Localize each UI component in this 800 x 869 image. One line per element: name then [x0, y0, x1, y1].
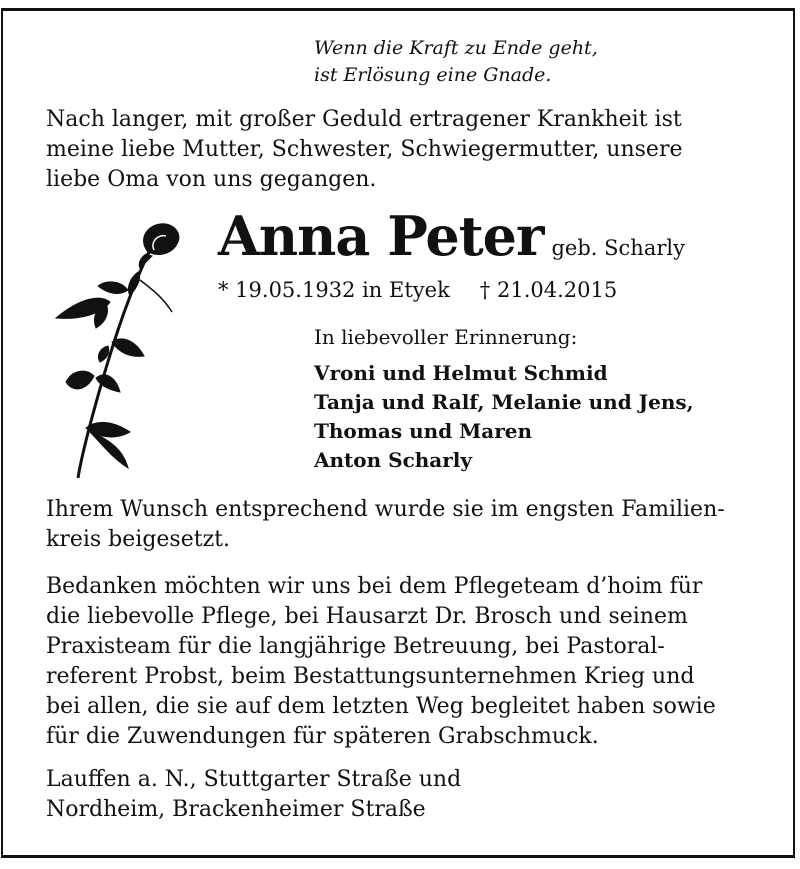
- thanks-line: für die Zuwendungen für späteren Grabschmuck.: [46, 724, 599, 749]
- mourner-entry: Anton Scharly: [314, 448, 473, 472]
- thanks-line: referent Probst, beim Bestattungsunternehmen Krieg und: [46, 664, 695, 689]
- burial-line: Ihrem Wunsch entsprechend wurde sie im engsten Familien-: [46, 497, 725, 522]
- mourner-entry: Vroni und Helmut Schmid: [314, 361, 608, 385]
- address-paragraph: [46, 765, 766, 825]
- address-line: Nordheim, Brackenheimer Straße: [46, 797, 426, 822]
- maiden-name: geb. Scharly: [551, 236, 685, 260]
- intro-line: Nach langer, mit großer Geduld ertragener Krankheit ist: [46, 107, 682, 132]
- thanks-line: Bedanken möchten wir uns bei dem Pflegeteam d’hoim für: [46, 574, 703, 599]
- death-date: † 21.04.2015: [479, 278, 618, 302]
- mourners-list: [314, 359, 694, 475]
- thanks-line: bei allen, die sie auf dem letzten Weg begleitet haben sowie: [46, 694, 716, 719]
- deceased-name: Anna Peter: [218, 204, 544, 268]
- burial-paragraph: [46, 495, 766, 555]
- motto: [314, 35, 598, 89]
- motto-line: Wenn die Kraft zu Ende geht,: [314, 37, 598, 59]
- mourner-entry: Tanja und Ralf, Melanie und Jens,: [314, 390, 694, 414]
- memorial-heading: In liebevoller Erinnerung:: [314, 325, 578, 349]
- rose-icon: [50, 220, 180, 480]
- thanks-paragraph: [46, 572, 766, 752]
- mourner-entry: Thomas und Maren: [314, 419, 533, 443]
- intro-line: liebe Oma von uns gegangen.: [46, 167, 377, 192]
- life-dates: [218, 278, 617, 302]
- burial-line: kreis beigesetzt.: [46, 527, 231, 552]
- thanks-line: die liebevolle Pflege, bei Hausarzt Dr. Brosch und seinem: [46, 604, 688, 629]
- intro-line: meine liebe Mutter, Schwester, Schwiegermutter, unsere: [46, 137, 683, 162]
- thanks-line: Praxisteam für die langjährige Betreuung, bei Pastoral-: [46, 634, 665, 659]
- intro-paragraph: [46, 105, 766, 195]
- motto-line: ist Erlösung eine Gnade.: [314, 64, 552, 86]
- birth-date: * 19.05.1932 in Etyek: [218, 278, 450, 302]
- address-line: Lauffen a. N., Stuttgarter Straße und: [46, 767, 462, 792]
- deceased-heading: [218, 206, 685, 266]
